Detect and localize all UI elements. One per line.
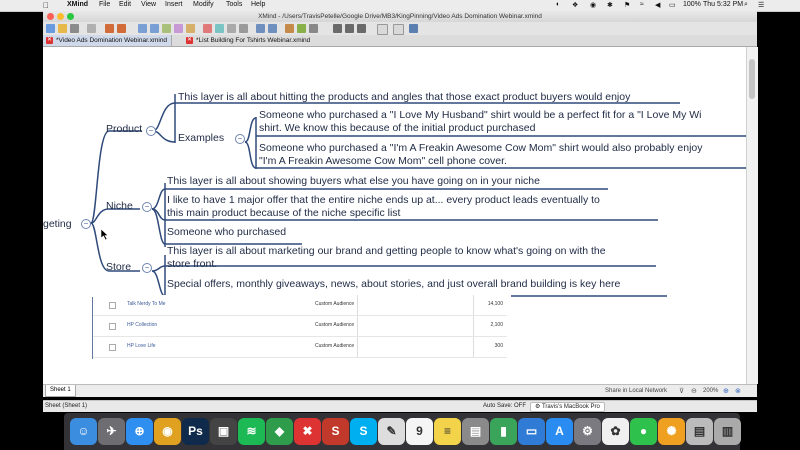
notes-icon[interactable]: ≡	[434, 418, 461, 445]
spotlight-icon[interactable]: ⌕	[744, 1, 748, 8]
movie-icon[interactable]: ▣	[210, 418, 237, 445]
notification-icon[interactable]: ☰	[758, 2, 765, 9]
battery-percent: 100%	[683, 1, 701, 8]
skype-icon[interactable]: S	[350, 418, 377, 445]
open-icon[interactable]	[58, 24, 67, 33]
undo-icon[interactable]	[105, 24, 114, 33]
prefs-icon[interactable]: ⚙	[574, 418, 601, 445]
volume-icon[interactable]: ◀	[655, 2, 661, 9]
mouse-cursor-icon	[101, 229, 109, 240]
autosave-status[interactable]: Auto Save: OFF	[483, 403, 527, 409]
toolbar	[43, 22, 757, 36]
preview-icon[interactable]: ▤	[462, 418, 489, 445]
store-intro-line-1: This layer is all about marketing our brand and getting people to know what's going on with the	[167, 245, 606, 257]
tab-list-building[interactable]	[183, 35, 314, 46]
gantt-icon[interactable]	[333, 24, 342, 33]
messages-icon[interactable]: ●	[630, 418, 657, 445]
menu-tools[interactable]: Tools	[226, 1, 243, 8]
topic-icon[interactable]	[138, 24, 147, 33]
tab-label: *Video Ads Domination Webinar.xmind	[56, 37, 168, 44]
topic-product-intro[interactable]: This layer is all about hitting the products and angles that those exact product buyers would enjoy	[178, 91, 631, 103]
attachment-icon[interactable]	[239, 24, 248, 33]
textedit-icon[interactable]: ✎	[378, 418, 405, 445]
status-sheet: Sheet (Sheet 1)	[45, 403, 88, 409]
calendar-icon[interactable]: 9	[406, 418, 433, 445]
zoom-out-icon[interactable]: ⊖	[691, 388, 697, 395]
boundary-icon[interactable]	[174, 24, 183, 33]
topic-examples[interactable]: Examples	[178, 132, 225, 144]
status-icon-c[interactable]: ◉	[590, 2, 597, 9]
redo-icon[interactable]	[117, 24, 126, 33]
subtopic-icon[interactable]	[150, 24, 159, 33]
account-icon: ⚙	[535, 404, 541, 410]
audience-name: HP Love Life	[127, 343, 156, 349]
slides-icon[interactable]: S	[322, 418, 349, 445]
topic-store[interactable]: Store	[106, 261, 132, 273]
keynote-icon[interactable]: ▭	[518, 418, 545, 445]
settings-icon[interactable]	[409, 24, 418, 33]
finder-icon[interactable]: ☺	[70, 418, 97, 445]
niche-detail-line-1: I like to have 1 major offer that the entire niche ends up at... every product leads eventually to	[167, 194, 600, 206]
table-row	[93, 337, 507, 358]
spotify-icon[interactable]: ≋	[238, 418, 265, 445]
scroll-thumb[interactable]	[749, 59, 755, 99]
row-checkbox[interactable]	[109, 344, 116, 351]
zoom-level: 200%	[703, 388, 719, 394]
xmind-icon[interactable]: ✖	[294, 418, 321, 445]
print-icon[interactable]	[87, 24, 96, 33]
audience-size: 14,100	[487, 301, 503, 307]
collapse-icon[interactable]: −	[142, 263, 152, 273]
audience-type: Custom Audience	[315, 343, 355, 349]
collapse-icon[interactable]: −	[146, 126, 156, 136]
photoshop-icon[interactable]: Ps	[182, 418, 209, 445]
view-toggle-2-icon[interactable]	[393, 24, 404, 35]
topic-example-2[interactable]	[259, 142, 703, 167]
sunflower-icon[interactable]: ✺	[658, 418, 685, 445]
example-2-line-2: "I'm A Freakin Awesome Cow Mom" cell phone cover.	[259, 154, 507, 167]
example-1-line-1: Someone who purchased a "I Love My Husband" shirt would be a perfect fit for a "I Love My Wi	[259, 109, 702, 121]
document-tabs	[43, 35, 757, 47]
marker-icon[interactable]	[203, 24, 212, 33]
documents-icon[interactable]: ▤	[686, 418, 713, 445]
appstore-icon[interactable]: A	[546, 418, 573, 445]
macbook-account[interactable]	[530, 402, 605, 412]
menu-view[interactable]: View	[141, 1, 157, 8]
macbook-label: Travis's MacBook Pro	[541, 404, 600, 410]
collapse-icon[interactable]: −	[142, 202, 152, 212]
tab-label: *List Building For Tshirts Webinar.xmind	[196, 37, 311, 44]
window-title: XMind - /Users/TravisPetelle/Google Drive/MB3/KingPinning/Video Ads Domination Webinar.xmind	[258, 13, 542, 20]
share-icon[interactable]: ◆	[266, 418, 293, 445]
status-icon-a[interactable]: ◐	[556, 1, 561, 8]
audience-size: 300	[494, 343, 503, 349]
audience-size: 2,100	[490, 322, 503, 328]
drill-up-icon[interactable]	[268, 24, 277, 33]
status-bar	[43, 400, 757, 412]
example-2-line-1: Someone who purchased a "I'm A Freakin Awesome Cow Mom" shirt would also probably enjoy	[259, 142, 703, 154]
topic-store-special[interactable]: Special offers, monthly giveaways, news, about stories, and just overall brand building is key here	[167, 278, 621, 290]
example-1-line-2: shirt. We know this because of the initial product purchased	[259, 121, 536, 134]
close-tab-icon[interactable]: ✕	[186, 37, 193, 43]
menubar-clock[interactable]: Thu 5:32 PM	[703, 1, 744, 8]
audience-type: Custom Audience	[315, 322, 355, 328]
menu-file[interactable]: File	[99, 1, 111, 8]
audience-name: Talk Nerdy To Me	[127, 301, 166, 307]
status-icon-b[interactable]: ❖	[572, 2, 579, 9]
menu-modify[interactable]: Modify	[193, 1, 214, 8]
topic-someone-who-purchased[interactable]: Someone who purchased	[167, 226, 287, 238]
topic-store-intro[interactable]	[167, 245, 606, 270]
mindmap-canvas[interactable]	[43, 47, 746, 384]
topic-niche-detail[interactable]	[167, 194, 600, 219]
sheet-bar	[43, 384, 757, 397]
drill-down-icon[interactable]	[256, 24, 265, 33]
properties-icon[interactable]	[357, 24, 366, 33]
vertical-scrollbar[interactable]	[746, 47, 758, 384]
photos-icon[interactable]: ✿	[602, 418, 629, 445]
battery-icon[interactable]: ▭	[669, 2, 676, 9]
audience-type: Custom Audience	[315, 301, 355, 307]
save-icon[interactable]	[70, 24, 79, 33]
new-icon[interactable]	[46, 24, 55, 33]
menu-help[interactable]: Help	[251, 1, 266, 8]
zoom-in-icon[interactable]: ⊕	[723, 388, 729, 395]
apple-menu-icon[interactable]	[43, 1, 49, 10]
share-icon[interactable]	[297, 24, 306, 33]
hyperlink-icon[interactable]	[227, 24, 236, 33]
wifi-icon[interactable]: ≈	[640, 1, 644, 8]
topic-example-1[interactable]	[259, 109, 701, 134]
row-checkbox[interactable]	[109, 302, 116, 309]
share-local-network[interactable]: Share in Local Network	[605, 388, 668, 394]
row-checkbox[interactable]	[109, 323, 116, 330]
numbers-icon[interactable]: ▮	[490, 418, 517, 445]
root-topic[interactable]: geting	[43, 218, 72, 230]
table-row	[93, 295, 507, 316]
dock	[64, 413, 740, 450]
image-icon[interactable]	[215, 24, 224, 33]
audience-name: HP Collection	[127, 322, 158, 328]
tab-video-ads[interactable]	[43, 35, 172, 46]
app-menu[interactable]: XMind	[67, 1, 88, 8]
export-icon[interactable]	[309, 24, 318, 33]
summary-icon[interactable]	[186, 24, 195, 33]
fit-icon[interactable]: ⊗	[735, 388, 741, 395]
collapse-icon[interactable]: −	[235, 134, 245, 144]
topic-niche[interactable]: Niche	[106, 200, 133, 212]
topic-niche-intro[interactable]: This layer is all about showing buyers what else you have going on in your niche	[167, 175, 540, 187]
trash-icon[interactable]: ▥	[714, 418, 741, 445]
outline-icon[interactable]	[345, 24, 354, 33]
niche-detail-line-2: this main product because of the niche specific list	[167, 206, 401, 219]
launchpad-icon[interactable]: ✈	[98, 418, 125, 445]
close-tab-icon[interactable]: ✕	[46, 37, 53, 43]
table-row	[93, 316, 507, 337]
audience-table-image[interactable]	[93, 295, 511, 361]
menu-insert[interactable]: Insert	[165, 1, 183, 8]
collapse-icon[interactable]: −	[81, 219, 91, 229]
chrome-icon[interactable]: ◉	[154, 418, 181, 445]
status-icon-e[interactable]: ⚑	[624, 2, 631, 9]
view-toggle-icon[interactable]	[377, 24, 388, 35]
presentation-icon[interactable]	[285, 24, 294, 33]
filter-icon[interactable]: ⊽	[679, 388, 685, 395]
store-intro-line-2: store front.	[167, 257, 218, 270]
relationship-icon[interactable]	[162, 24, 171, 33]
menu-edit[interactable]: Edit	[119, 1, 132, 8]
status-icon-d[interactable]: ✱	[607, 2, 613, 9]
safari-icon[interactable]: ⊕	[126, 418, 153, 445]
topic-product[interactable]: Product	[106, 123, 143, 135]
sheet-tab[interactable]: Sheet 1	[45, 385, 76, 397]
